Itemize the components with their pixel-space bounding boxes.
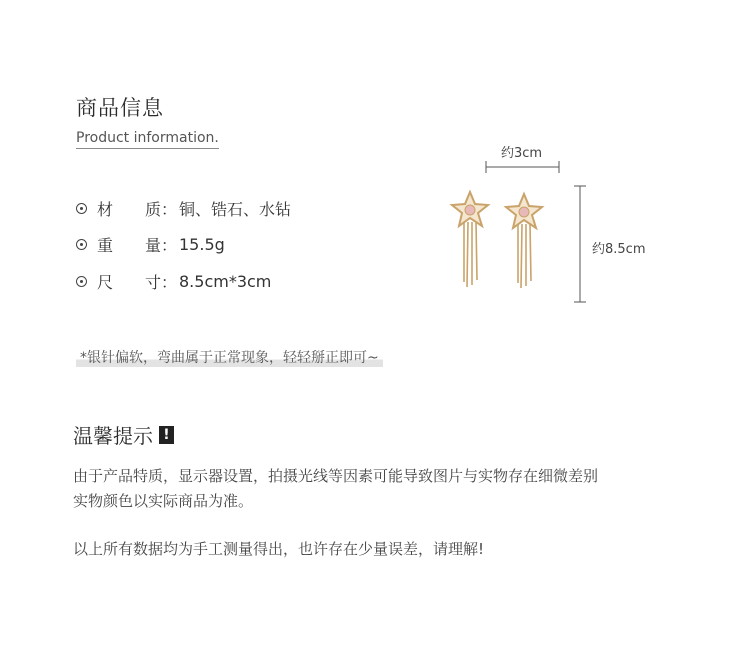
- tips-line-1: 由于产品特质，显示器设置，拍摄光线等因素可能导致图片与实物存在细微差别: [73, 467, 599, 485]
- warning-icon: !: [159, 426, 174, 444]
- care-note: *银针偏软，弯曲属于正常现象，轻轻掰正即可~: [76, 347, 383, 367]
- width-dimension-label: 约3cm: [501, 146, 543, 161]
- spec-value: 8.5cm*3cm: [179, 271, 272, 291]
- spec-value: 铜、锆石、水钻: [179, 199, 292, 219]
- spec-row-material: [76, 196, 291, 220]
- target-bullet-icon: [76, 203, 87, 214]
- spec-row-size: [76, 269, 271, 293]
- tips-line-3: 以上所有数据均为手工测量得出，也许存在少量误差，请理解!: [73, 540, 485, 558]
- spec-label: 尺 寸：: [97, 272, 178, 292]
- height-dimension-label: 约8.5cm: [592, 242, 646, 257]
- left-earring-icon: [452, 192, 488, 287]
- tips-title-text: 温馨提示: [73, 424, 153, 448]
- target-bullet-icon: [76, 239, 87, 250]
- right-earring-icon: [506, 194, 542, 288]
- tips-title: [73, 420, 174, 449]
- earrings-illustration: [440, 150, 600, 310]
- height-dimension-line: [574, 186, 586, 302]
- tips-line-2: 实物颜色以实际商品为准。: [73, 492, 254, 510]
- spec-value: 15.5g: [179, 234, 225, 254]
- spec-label: 重 量：: [97, 235, 178, 255]
- target-bullet-icon: [76, 276, 87, 287]
- page-title: 商品信息: [76, 96, 164, 120]
- page-subtitle: Product information.: [76, 130, 219, 149]
- width-dimension-line: [486, 161, 559, 173]
- spec-row-weight: [76, 232, 225, 256]
- spec-label: 材 质：: [97, 199, 178, 219]
